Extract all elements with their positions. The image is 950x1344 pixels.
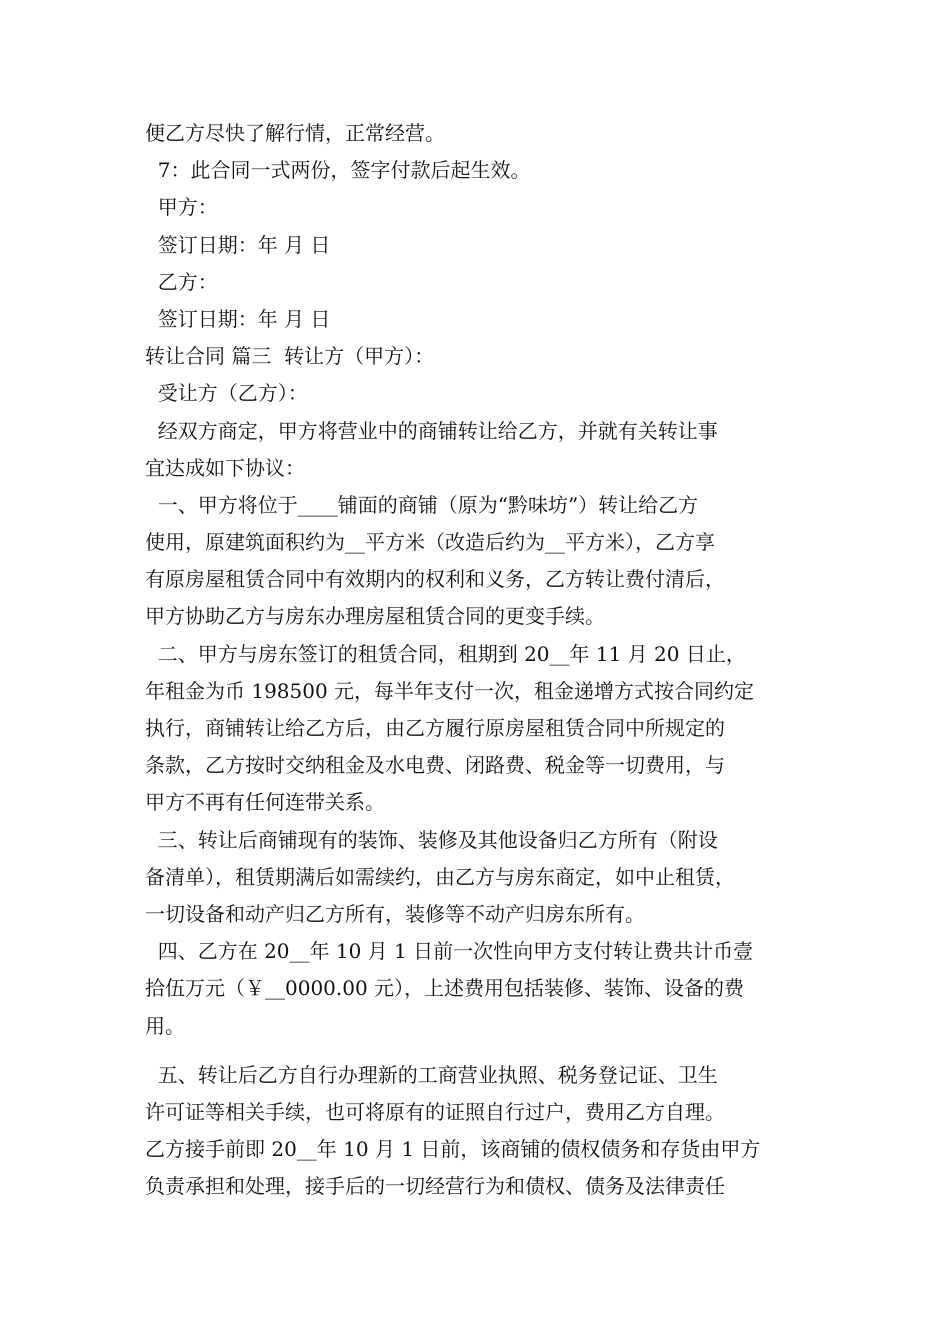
- text-line: 三、转让后商铺现有的装饰、装修及其他设备归乙方所有（附设: [145, 827, 718, 852]
- document-body: [145, 115, 813, 1205]
- section-heading: 转让合同 篇三 转让方（甲方）：: [145, 344, 435, 369]
- text-line: 四、乙方在 20__年 10 月 1 日前一次性向甲方支付转让费共计币壹: [145, 939, 754, 964]
- text-line: 使用，原建筑面积约为__平方米（改造后约为__平方米），乙方享: [145, 530, 715, 555]
- text-line: 年租金为币 198500 元，每半年支付一次，租金递增方式按合同约定: [145, 678, 755, 703]
- text-line: 五、转让后乙方自行办理新的工商营业执照、税务登记证、卫生: [145, 1062, 718, 1087]
- text-line: 甲方：: [145, 195, 218, 220]
- text-line: 备清单），租赁期满后如需续约，由乙方与房东商定，如中止租赁，: [145, 864, 735, 889]
- text-line: 一切设备和动产归乙方所有，装修等不动产归房东所有。: [145, 901, 645, 926]
- text-line: 执行，商铺转让给乙方后，由乙方履行原房屋租赁合同中所规定的: [145, 716, 725, 740]
- text-line: 便乙方尽快了解行情，正常经营。: [145, 121, 445, 145]
- text-line: 拾伍万元（￥__0000.00 元），上述费用包括装修、装饰、设备的费: [145, 976, 745, 1001]
- text-line: 用。: [145, 1013, 185, 1038]
- text-line: 一、甲方将位于____铺面的商铺（原为“黔味坊”）转让给乙方: [145, 492, 699, 517]
- text-line: 经双方商定，甲方将营业中的商铺转让给乙方，并就有关转让事: [145, 418, 718, 443]
- text-line: 签订日期：年 月 日: [145, 306, 331, 331]
- text-line: 乙方：: [145, 269, 218, 294]
- text-line: 甲方不再有任何连带关系。: [145, 790, 385, 815]
- text-line: 签订日期：年 月 日: [145, 232, 331, 257]
- text-line: 二、甲方与房东签订的租赁合同，租期到 20__年 11 月 20 日止，: [145, 641, 746, 666]
- text-line: 受让方（乙方）：: [145, 381, 308, 406]
- text-line: 负责承担和处理，接手后的一切经营行为和债权、债务及法律责任: [145, 1174, 725, 1199]
- text-line: 有原房屋租赁合同中有效期内的权利和义务，乙方转让费付清后，: [145, 567, 725, 592]
- text-line: 宜达成如下协议：: [145, 455, 305, 480]
- text-line: 条款，乙方按时交纳租金及水电费、闭路费、税金等一切费用，与: [145, 753, 725, 778]
- text-line: 乙方接手前即 20__年 10 月 1 日前，该商铺的债权债务和存货由甲方: [145, 1137, 761, 1162]
- text-line: 7：此合同一式两份，签字付款后起生效。: [145, 158, 531, 183]
- text-line: 甲方协助乙方与房东办理房屋租赁合同的更变手续。: [145, 604, 605, 629]
- text-line: 许可证等相关手续，也可将原有的证照自行过户，费用乙方自理。: [145, 1099, 725, 1124]
